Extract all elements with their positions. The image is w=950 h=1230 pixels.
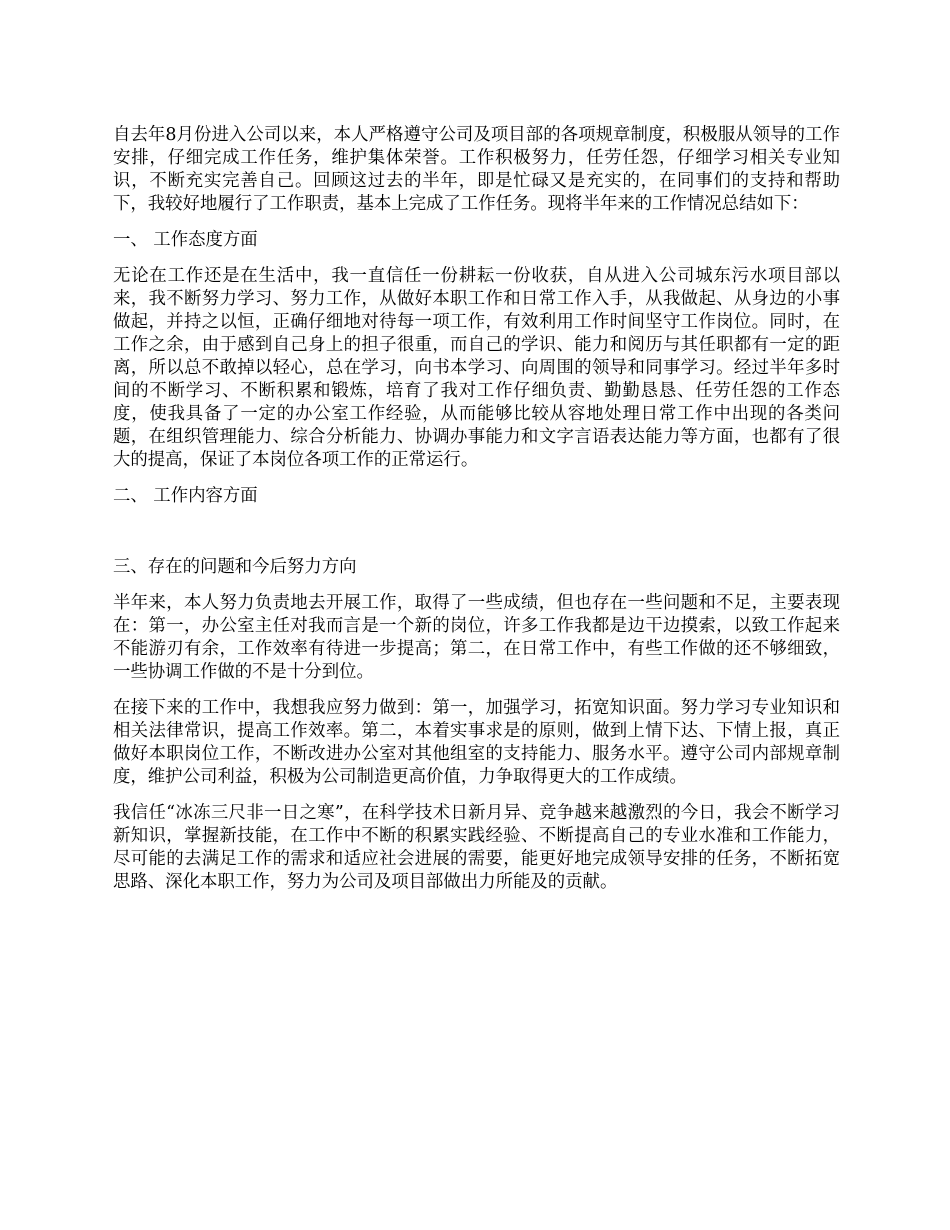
spacer <box>113 472 840 485</box>
section-3-heading: 三、存在的问题和今后努力方向 <box>113 557 357 577</box>
spacer <box>113 252 840 265</box>
spacer <box>113 508 840 556</box>
section-1-heading: 一、 工作态度方面 <box>113 230 258 250</box>
spacer <box>113 789 840 802</box>
spacer <box>113 579 840 592</box>
section-3-paragraph-3: 我信任“冰冻三尺非一日之寒”，在科学技术日新月异、竞争越来越激烈的今日，我会不断学习新知识，掌握新技能，在工作中不断的积累实践经验、不断提高自己的专业水准和工作能力，尽可能的去满足工作的需求和适应社会进展的需要，能更好地完成领导安排的任务，不断拓宽思路、深化本职工作，努力为公司及项目部做出力所能及的贡献。 <box>113 803 840 892</box>
section-1-paragraph: 无论在工作还是在生活中，我一直信任一份耕耘一份收获，自从进入公司城东污水项目部以来，我不断努力学习、努力工作，从做好本职工作和日常工作入手，从我做起、从身边的小事做起，并持之以恒，正确仔细地对待每一项工作，有效利用工作时间坚守工作岗位。同时，在工作之余，由于感到自己身上的担子很重，而自己的学识、能力和阅历与其任职都有一定的距离，所以总不敢掉以轻心，总在学习，向书本学习、向周围的领导和同事学习。经过半年多时间的不断学习、不断积累和锻炼，培育了我对工作仔细负责、勤勤恳恳、任劳任怨的工作态度，使我具备了一定的办公室工作经验，从而能够比较从容地处理日常工作中出现的各类问题，在组织管理能力、综合分析能力、协调办事能力和文字言语表达能力等方面，也都有了很大的提高，保证了本岗位各项工作的正常运行。 <box>113 266 840 470</box>
spacer <box>113 216 840 229</box>
spacer <box>113 684 840 697</box>
intro-paragraph: 自去年8月份进入公司以来，本人严格遵守公司及项目部的各项规章制度，积极服从领导的工作安排，仔细完成工作任务，维护集体荣誉。工作积极努力，任劳任怨，仔细学习相关专业知识，不断充实完善自己。回顾这过去的半年，即是忙碌又是充实的，在同事们的支持和帮助下，我较好地履行了工作职责，基本上完成了工作任务。现将半年来的工作情况总结如下： <box>113 125 840 214</box>
section-3-paragraph-2: 在接下来的工作中，我想我应努力做到：第一，加强学习，拓宽知识面。努力学习专业知识和相关法律常识，提高工作效率。第二，本着实事求是的原则，做到上情下达、下情上报，真正做好本职岗位工作，不断改进办公室对其他组室的支持能力、服务水平。遵守公司内部规章制度，维护公司利益，积极为公司制造更高价值，力争取得更大的工作成绩。 <box>113 698 840 787</box>
document-page <box>113 124 840 894</box>
section-3-paragraph-1: 半年来，本人努力负责地去开展工作，取得了一些成绩，但也存在一些问题和不足，主要表现在：第一，办公室主任对我而言是一个新的岗位，许多工作我都是边干边摸索，以致工作起来不能游刃有余，工作效率有待进一步提高；第二，在日常工作中，有些工作做的还不够细致，一些协调工作做的不是十分到位。 <box>113 593 840 682</box>
section-2-heading: 二、 工作内容方面 <box>113 486 258 506</box>
